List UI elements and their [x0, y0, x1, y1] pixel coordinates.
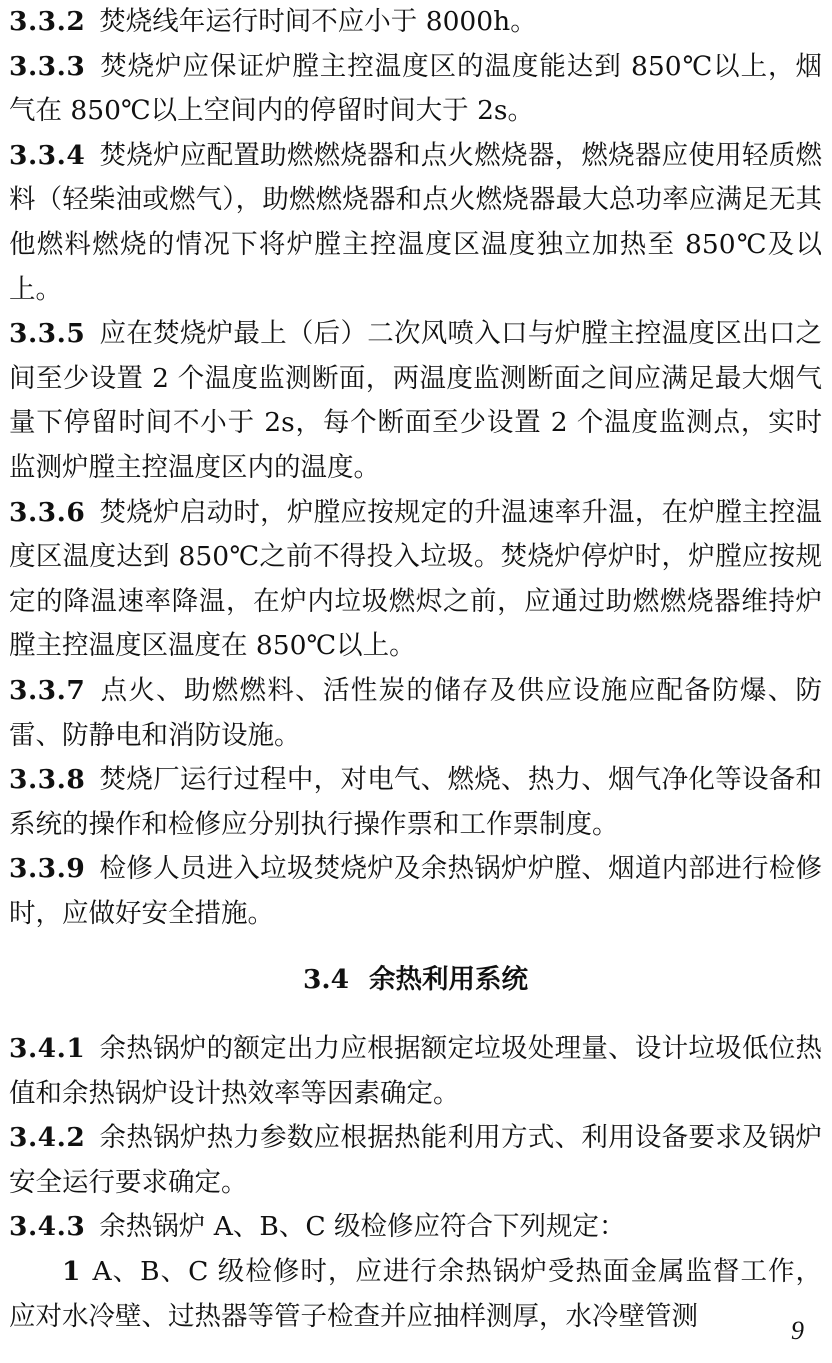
clause-3-3-2: [9, 0, 822, 45]
clause-number: 3.4.3: [9, 1211, 86, 1243]
clause-text: 应在焚烧炉最上（后）二次风喷入口与炉膛主控温度区出口之间至少设置 2 个温度监测断面，两温度监测断面之间应满足最大烟气量下停留时间不小于 2s，每个断面至少设置 2 个温度监测点，实时监测炉膛主控温度区内的温度。: [9, 318, 822, 483]
clause-number: 3.3.8: [9, 764, 86, 796]
clause-text: 点火、助燃燃料、活性炭的储存及供应设施应配备防爆、防雷、防静电和消防设施。: [9, 674, 822, 751]
clause-3-3-3: [9, 45, 822, 134]
clause-number: 3.3.5: [9, 318, 86, 350]
clause-3-3-9: [9, 847, 822, 936]
clause-3-3-5: [9, 312, 822, 490]
clause-number: 3.4.2: [9, 1122, 86, 1154]
clause-text: 余热锅炉的额定出力应根据额定垃圾处理量、设计垃圾低位热值和余热锅炉设计热效率等因素确定。: [9, 1033, 822, 1109]
clause-3-3-4: [9, 134, 822, 312]
list-item-1: [9, 1250, 822, 1339]
clause-number: 3.3.9: [9, 853, 86, 885]
clause-number: 3.3.6: [9, 496, 86, 528]
clause-text: 焚烧炉应配置助燃燃烧器和点火燃烧器，燃烧器应使用轻质燃料（轻柴油或燃气），助燃燃烧器和点火燃烧器最大总功率应满足无其他燃料燃烧的情况下将炉膛主控温度区温度独立加热至 850℃及以上。: [9, 139, 822, 305]
clause-3-3-6: [9, 491, 822, 669]
section-title: 余热利用系统: [369, 964, 529, 996]
clause-text: 焚烧炉应保证炉膛主控温度区的温度能达到 850℃以上，烟气在 850℃以上空间内的停留时间大于 2s。: [9, 50, 822, 127]
clause-number: 3.3.3: [9, 50, 86, 82]
clause-text: 余热锅炉热力参数应根据热能利用方式、利用设备要求及锅炉安全运行要求确定。: [9, 1122, 822, 1198]
page-number: 9: [791, 1316, 804, 1345]
clause-3-3-7: [9, 669, 822, 758]
clause-text: 焚烧线年运行时间不应小于 8000h。: [99, 6, 537, 37]
clause-text: 焚烧厂运行过程中，对电气、燃烧、热力、烟气净化等设备和系统的操作和检修应分别执行操作票和工作票制度。: [9, 764, 822, 840]
clause-3-3-8: [9, 758, 822, 847]
clause-text: 焚烧炉启动时，炉膛应按规定的升温速率升温，在炉膛主控温度区温度达到 850℃之前不得投入垃圾。焚烧炉停炉时，炉膛应按规定的降温速率降温，在炉内垃圾燃烬之前，应通过助燃燃烧器维持炉膛主控温度区温度在 850℃以上。: [9, 496, 822, 662]
clause-3-4-1: [9, 1027, 822, 1116]
clause-3-4-2: [9, 1116, 822, 1205]
page-content: [9, 0, 822, 1339]
clause-3-4-3: [9, 1205, 822, 1250]
section-number: 3.4: [302, 964, 350, 996]
clause-text: 检修人员进入垃圾焚烧炉及余热锅炉炉膛、烟道内部进行检修时，应做好安全措施。: [9, 853, 822, 929]
item-number: 1: [62, 1256, 81, 1288]
clause-number: 3.4.1: [9, 1033, 86, 1065]
clause-number: 3.3.7: [9, 674, 86, 706]
clause-number: 3.3.4: [9, 139, 86, 171]
item-text: A、B、C 级检修时，应进行余热锅炉受热面金属监督工作，应对水冷壁、过热器等管子检查并应抽样测厚，水冷壁管测: [9, 1256, 822, 1332]
clause-number: 3.3.2: [9, 6, 86, 37]
section-heading: [9, 958, 822, 1003]
clause-text: 余热锅炉 A、B、C 级检修应符合下列规定：: [99, 1211, 626, 1243]
